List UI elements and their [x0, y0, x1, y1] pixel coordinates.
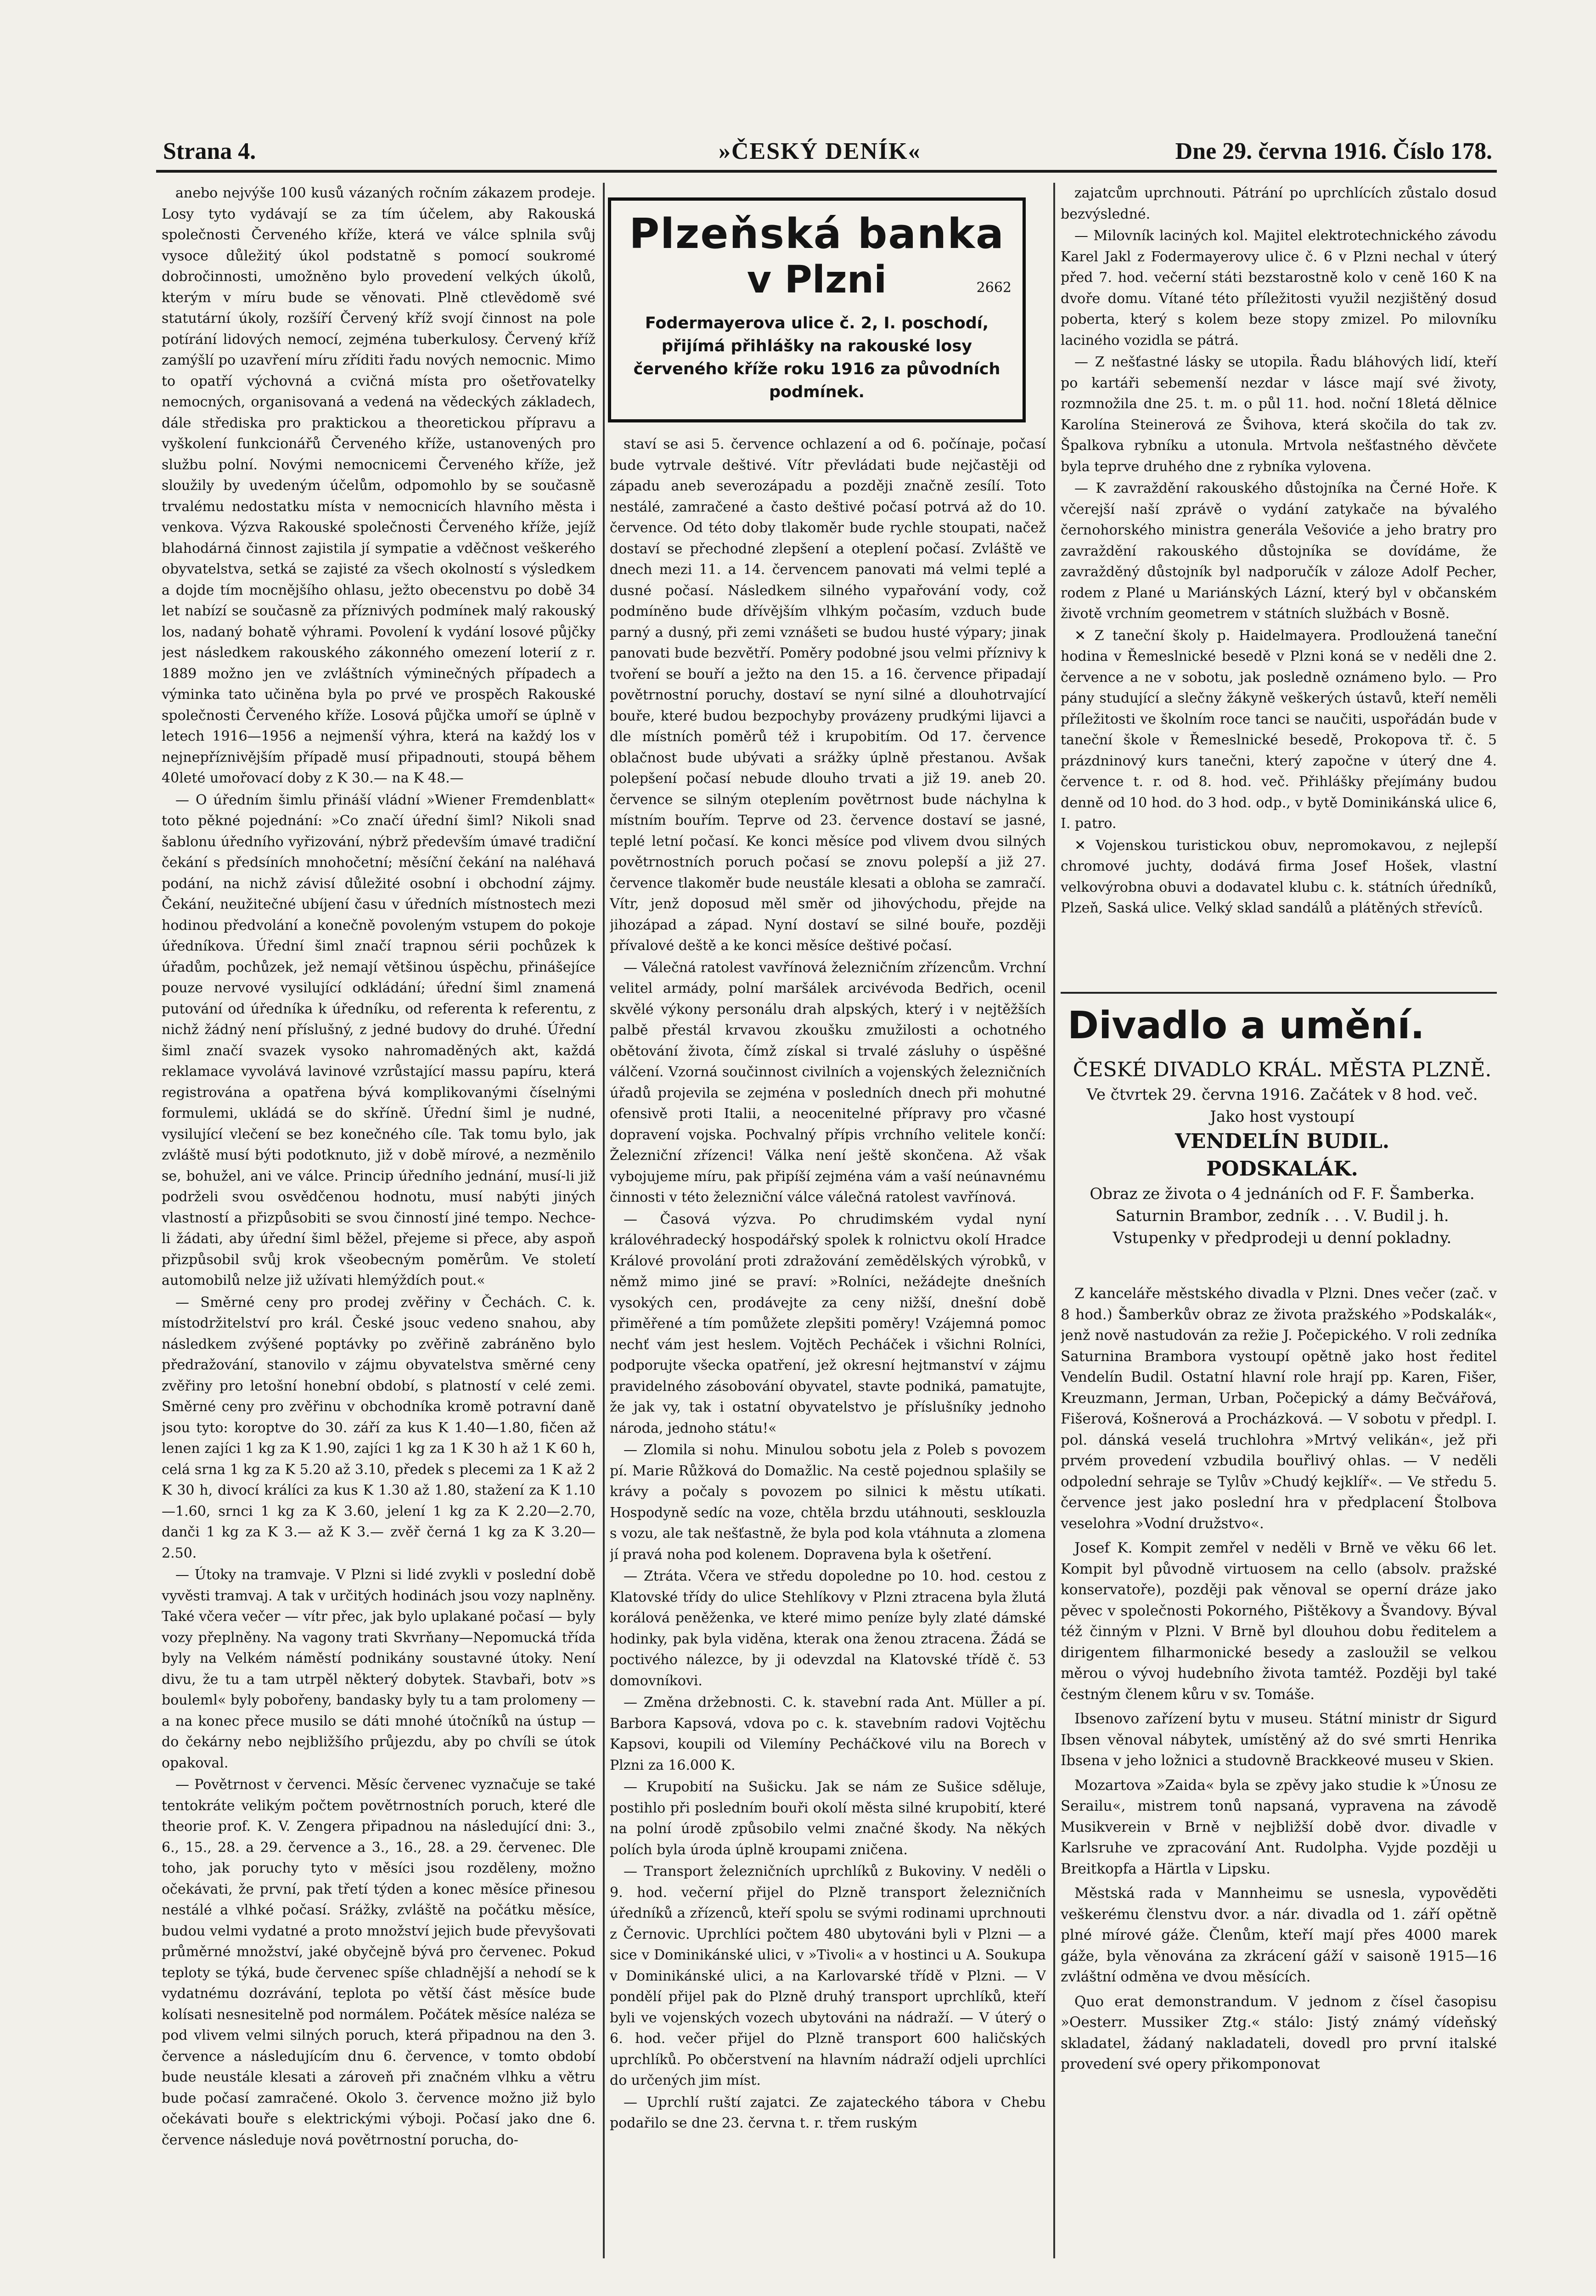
ad-subtitle: v Plzni — [747, 258, 887, 302]
column-2 — [610, 434, 1046, 2264]
article-paragraph: Mozartova »Zaida« byla se zpěvy jako studie k »Únosu ze Serailu«, mistrem tonů napsaná, vypravena na závodě Musikverein v Brně v nejbližší době dvor. divadle v Karlsruhe ve zpracování Ant. Rudolpha. Vyjde později u Breitkopfa a Härtla v Lipsku. — [1061, 1777, 1497, 1877]
guest-name: VENDELÍN BUDIL. — [1175, 1130, 1390, 1153]
cast-line: Saturnin Brambor, zedník . . . V. Budil j. h. — [1115, 1207, 1449, 1225]
article-paragraph: ✕ Z taneční školy p. Haidelmayera. Prodloužená taneční hodina v Řemeslnické besedě v Plzni koná se v neděli dne 2. července a ne v sobotu, jak posledně oznámeno bylo. — Pro pány studující a slečny žákyně veškerých ústavů, kteří neměli příležitosti ve školním roce tanci se naučiti, uspořádán bude v taneční škole v Řemeslnické besedě, Prokopova tř. č. 5 prázdninový kurs tanečni, který započne v úterý dne 4. července t. r. od 8. hod. več. Přihlášky přejímány budou denně od 10 hod. do 3 hod. odp., v bytě Dominikánská ulice 6, I. patro. — [1061, 627, 1497, 832]
article-paragraph: — Milovník laciných kol. Majitel elektrotechnického závodu Karel Jakl z Fodermayerovy ulice č. 6 v Plzni nechal v úterý před 7. hod. večerní státi bezstarostně kolo v ceně 160 K na dvoře domu. Vítané této příležitosti využil nezjištěný dosud poberta, který s kolem beze stopy zmizel. Po milovníku laciného vozidla se pátrá. — [1061, 228, 1497, 349]
page-number: Strana 4. — [163, 138, 256, 164]
bank-advertisement — [608, 197, 1026, 422]
article-paragraph: — Útoky na tramvaje. V Plzni si lidé zvykli v poslední době vyvěsti tramvaj. A tak v určitých hodinách jsou vozy naplněny. Také včera večer — vítr přec, jak bylo uplakané počasí — byly vozy přeplněny. Na vagony trati Skvrňany—Nepomucká třída byly na Velkém náměstí podnikány soustavné útoky. Není divu, že tu a tam utrpěl některý dobytek. Stavbaři, botv »s bouleml« byly pobořeny, bandasky byly tu a tam prolomeny — a na konec přece musilo se dáti mnohé útočníků na ústup — do čekárny nebo nejbližšího průjezdu, aby po chvíli se útok opakoval. — [162, 1567, 596, 1771]
article-paragraph: — O úředním šimlu přináší vládní »Wiener Fremdenblatt« toto pěkné pojednání: »Co značí úřední šiml? Nikoli snad šablonu úředního vyřizování, nýbrž především úmavé tradiční čekání s předsíních mnohočetní; měsíční čekání na naléhavá podání, na nichž závisí důležité osobní i obchodní zájmy. Čekání, neužitečné ubíjení času v úředních místnostech mezi hodinou předvolání a konečně povoleným vstupem do pokoje úředníkova. Úřední šiml značí trapnou sérii pochůzek k úřadům, pochůzek, jež nemají většinou úspěchu, přinášejíce pouze nervové vysilující odkládání; úřední šiml znamená putování od úředníka k úředníku, od referenta k referentu, z nichž žádný není příslušný, z jedné budovy do druhé. Úřední šiml značí svazek vysoko nahromaděných akt, každá reklamace vyvolává lavinové vzrůstající massu papíru, která registrována a opatřena bývá komplikovanými číselnými formulemi, ukládá se do skříně. Úřední šiml je nudné, vysilující vlečení se bez konečného cíle. Tak tomu bylo, jak zvláště musí býti podotknuto, již v době mírové, a nezměnilo se, bohužel, ani ve válce. Princip úředního jednání, musí-li již podrželi svou osvědčenou hodnotu, musí nabýti jiných vlastností a přizpůsobiti se svou činností jiné tempo. Nechce-li žádati, aby úřední šiml běžel, přejeme si přece, aby aspoň přizpůsobil svůj krok všeobecným poměrům. Ve století automobilů nelze již užívati hlemýždích pout.« — [162, 792, 596, 1289]
column-1 — [162, 183, 596, 2263]
theatre-name: ČESKÉ DIVADLO KRÁL. MĚSTA PLZNĚ. — [1073, 1058, 1492, 1081]
article-paragraph: Quo erat demonstrandum. V jednom z čísel časopisu »Oesterr. Mussiker Ztg.« stálo: Jistý známý vídeňský skladatel, žádaný nakladateli, dovedl pro první italské provedení své opery přikomponovat — [1061, 1993, 1497, 2072]
date-and-issue: Dne 29. června 1916. Číslo 178. — [1175, 138, 1492, 164]
article-paragraph: staví se asi 5. července ochlazení a od 6. počínaje, počasí bude vytrvale deštivé. Vítr převládati bude nejčastěji od západu aneb severozápadu a později značně zesílí. Toto nestálé, zamračené a často deštivé počasí potrvá až do 10. července. Od této doby tlakoměr bude rychle stoupati, načež dostaví se přechodné zlepšení a oteplení počasí. Zvláště ve dnech mezi 11. a 14. červencem panovati má velmi teplé a dusné počasí. Následkem silného vypařování vody, což podmíněno bude dřívějším vlhkým počasím, vzduch bude parný a dusný, při zemi vznášeti se budou husté výpary; jinak panovati bude bezvětří. Poměry podobné jsou velmi příznivy k tvoření se bouří a ježto na den 15. a 16. července připadají povětrnostní poruchy, dostaví se nyní silné a dlouhotrvající bouře, které budou bezpochyby provázeny prudkými lijavci a dle místních poměrů též i krupobitím. Od 17. července oblačnost bude ubývati a srážky úplně přestanou. Avšak polepšení počasí nebude dlouho trvati a již 19. aneb 20. července se silným oteplením povětrnost bude náchylna k místním bouřím. Teprve od 23. července dostaví se jasné, teplé letní počasí. Ke konci měsíce pod vlivem dvou silných povětrnostních poruch počasí se znovu polepší a již 27. července tlakoměr bude neustále klesati a obloha se zamračí. Vítr, jenž doposud měl směr od jihovýchodu, přejde na jihozápad a západ. Nyní dostaví se silné bouře, později přívalové deště a ke konci měsíce deštivé počasí. — [610, 436, 1046, 954]
article-paragraph: — Z nešťastné lásky se utopila. Řadu bláhových lidí, kteří po kartáři sebemenší nezdar v lásce mají své životy, rozmnožila dne 25. t. m. o půl 11. hod. noční 18letá dělnice Karolína Steinerová ze Švihova, která skočila do tak zv. Špalkova rybníku a utonula. Mrtvola nešťastného děvčete byla teprve druhého dne z rybníka vylovena. — [1061, 354, 1497, 475]
article-paragraph: — Uprchlí ruští zajatci. Ze zajateckého tábora v Chebu podařilo se dne 23. června t. r. třem ruským — [610, 2094, 1046, 2131]
tickets-line: Vstupenky v předprodeji u denní pokladny. — [1113, 1229, 1452, 1247]
column-divider — [1053, 183, 1055, 2258]
ad-title: Plzeňská banka — [629, 210, 1005, 258]
newspaper-name: »ČESKÝ DENÍK« — [719, 138, 921, 164]
play-description: Obraz ze života o 4 jednáních od F. F. Šamberka. — [1090, 1185, 1475, 1203]
article-paragraph: anebo nejvýše 100 kusů vázaných ročním zákazem prodeje. Losy tyto vydávají se za tím účelem, aby Rakouská společnosti Červeného kříže, která ve válce splnila svůj vysoce důležitý úkol podstatně s pomocí soukromé dobročinnosti, umožněno bylo provedení velkých úkolů, kterým v míru bude se věnovati. Plně ctlevědomě své statutární úkoly, rozšíří Červený kříž svojí činnost na pole potírání lidových nemocí, zejména tuberkulosy. Červený kříž zamýšlí po uzavření míru zříditi řadu nových nemocnic. Mimo to opatří výchovná a cvičná místa pro ošetřovatelky nemocných, organisovaná a vedená na vědeckých základech, dále střediska pro praktickou a theoretickou přípravu a vyškolení funkcionářů Červeného kříže, ustanovených pro službu polní. Novými nemocnicemi Červeného kříže, jež sloužily by uvedeným účelům, odpomohlo by se současně trvalému nedostatku místa v nemocnicích hlavního města i venkova. Výzva Rakouské společnosti Červeného kříže, jejíž blahodárná činnost zajistila jí sympatie a vděčnost veškerého obyvatelstva, setká se zajisté za všech okolností s výsledkem a dojde tím mocnějšího ohlasu, ježto obecenstvu po době 34 let nabízí se současně za příznivých podmínek malý rakouský los, nadaný bohatě výhrami. Povolení k vydání losové půjčky jest následkem rakouského zákonného omezení loterií z r. 1889 možno jen ve zvláštních výminečných případech a výminka tato učiněna byla po prvé ve prospěch Rakouské společnosti Červeného kříže. Losová půjčka umoří se úplně v letech 1916—1956 a nejmenší výhra, která na každý los v nejnepříznivějším případě musí připadnouti, stoupá během 40leté umořovací doby z K 30.— na K 48.— — [162, 185, 596, 786]
column-divider — [603, 183, 605, 2258]
article-paragraph: Josef K. Kompit zemřel v neděli v Brně ve věku 66 let. Kompit byl původně virtuosem na cello (absolv. pražské konservatoře), později pak věnoval se operní dráze jako pěvec v společnosti Pokorného, Pištěkovy a Švandovy. Býval též činným v Plzni. V Brně byl dlouhou dobu ředitelem a dirigentem filharmonické besedy a zasloužil se velkou měrou o vývoj hudebního života tamtéž. Později byl také čestným členem kůru v sv. Tomáše. — [1061, 1540, 1497, 1703]
article-paragraph: Z kanceláře městského divadla v Plzni. Dnes večer (zač. v 8 hod.) Šamberkův obraz ze života pražského »Podskalák«, jenž nově nastudován za režie J. Počepického. V roli zedníka Saturnina Brambora vystoupí opětně jako host ředitel Vendelín Budil. Ostatní hlavní role hrají pp. Karen, Fišer, Kreuzmann, Jerman, Urban, Počepický a dámy Bečvářová, Fišerová, Košnerová a Procházková. — V sobotu v předpl. I. pol. dánská veselá truchlohra »Mrtvý velikán«, jež při prvém provedení vzbudila bouřlivý ohlas. — V neděli odpolední sehraje se Tylův »Chudý kejklíř«. — Ve středu 5. července jest jako poslední hra v předplacení Štolbova veselohra »Vodní družstvo«. — [1061, 1285, 1497, 1532]
article-paragraph: — Ztráta. Včera ve středu dopoledne po 10. hod. cestou z Klatovské třídy do ulice Stehlíkovy v Plzni ztracena byla žlutá korálová peněženka, ve které mimo peníze byly zlaté dámské hodinky, pak byla viděna, kterak ona ženou ztracena. Žádá se poctivého nálezce, by ji odevzdal na Klatovské třídě č. 53 domovníkovi. — [610, 1568, 1046, 1689]
article-paragraph: — Krupobití na Sušicku. Jak se nám ze Sušice sděluje, postihlo při posledním bouři okolí města silné krupobití, které na polní úrodě způsobilo velmi značné škody. Na někých polích byla úroda úplně kroupami zničena. — [610, 1779, 1046, 1858]
theatre-program — [1065, 1056, 1499, 1249]
article-paragraph: ✕ Vojenskou turistickou obuv, nepromokavou, z nejlepší chromové juchty, dodává firma Josef Hošek, vlastní velkovýrobna obuvi a dodavatel klubu c. k. státních úředníků, Plzeň, Saská ulice. Velký sklad sandálů a plátěných střevíců. — [1061, 837, 1497, 916]
article-paragraph: Městská rada v Mannheimu se usnesla, vypověděti veškerému členstvu dvor. a nár. divadla od 1. září opětně plné mírové gáže. Členům, kteří mají přes 4000 marek gáže, byla věnována za zkrácení gáží v saisoně 1915—16 zvláštní odměna ve dvou měsících. — [1061, 1885, 1497, 1985]
page-header — [156, 138, 1497, 173]
article-paragraph: — Zlomila si nohu. Minulou sobotu jela z Poleb s povozem pí. Marie Růžková do Domažlic. Na cestě pojednou splašily se krávy a počaly s povozem po silnici k městu utíkati. Hospodyně sedíc na voze, chtěla brzdu utáhnouti, sesklouzla s vozu, ale tak nešťastně, že byla pod kola vtáhnuta a zlomena jí pravá noha pod kolenem. Dopravena byla k ošetření. — [610, 1442, 1046, 1563]
article-paragraph: — K zavraždění rakouského důstojníka na Černé Hoře. K včerejší naší zprávě o vydání zatykače na bývalého černohorského ministra generála Vešoviće a jeho bratry pro zavraždění rakouského důstojníka se dovídáme, že zavražděný důstojník byl nadporučík v záloze Adolf Pecher, rodem z Plané u Mariánských Lázní, který byl v občanském životě vrchním geometrem v státních službách v Bosně. — [1061, 480, 1497, 622]
article-paragraph: — Časová výzva. Po chrudimském vydal nyní královéhradecký hospodářský spolek k rolnictvu okolí Hradce Králové provolání proti zdražování zemědělských výrobků, v němž mimo jiné se praví: »Rolníci, nežádejte dnešních vysokých cen, prodávejte za ceny nižší, dnešní době přiměřené a tím pomůžete zlepšiti poměry! Vzájemná pomoc nechť vám jest heslem. Vojtěch Pecháček i všichni Rolníci, podporujte všecka opatření, jež okresní hejtmanství v zájmu pravidelného zásobování obyvatel, stavte podniká, pamatujte, že jak vy, tak i ostatní obyvatelstvo je příslušníky jednoho národa, jednoho státu!« — [610, 1211, 1046, 1436]
performance-date: Ve čtvrtek 29. června 1916. Začátek v 8 hod. več. — [1086, 1086, 1478, 1104]
section-heading: Divadlo a umění. — [1068, 1004, 1425, 1047]
ad-number: 2662 — [976, 280, 1012, 296]
article-paragraph: — Povětrnost v červenci. Měsíc červenec vyznačuje se také tentokráte velikým počtem povětrnostních poruch, které dle theorie prof. K. V. Zengera připadnou na následující dni: 3., 6., 15., 28. a 29. července a 3., 16., 28. a 29. červenec. Dle toho, jak poruchy tyto v měsíci jsou rozděleny, možno očekávati, že první, pak třetí týden a konec měsíce přinesou nestálé a vlhké počasí. Srážky, zvláště na počátku měsíce, budou velmi vydatné a proto množství jejich bude převyšovati průměrné množství, jaké obyčejně bývá pro červenec. Pokud teploty se týká, bude červenec spíše chladnější a nehodí se k vydatnému dozrávání, teplota po větší část měsíce bude kolísati nesnesitelně pod normálem. Počátek měsíce naléza se pod vlivem velmi silných poruch, která připadnou na den 3. července a následujícím dnu 6. července, v tomto období bude neustále klesati a zároveň při značném vlhku a větru bude počasí zamračené. Okolo 3. července možno již bylo očekávati bouře s elektrickými výboji. Počasí jako dne 6. července následuje nová povětrnostní porucha, do- — [162, 1777, 596, 2148]
article-paragraph: Ibsenovo zařízení bytu v museu. Státní ministr dr Sigurd Ibsen věnoval nábytek, umístěný až do své smrti Henrika Ibsena v jeho ložnici a studovně Brackkeové museu v Skien. — [1061, 1711, 1497, 1769]
theatre-news — [1061, 1283, 1497, 2266]
article-paragraph: — Směrné ceny pro prodej zvěřiny v Čechách. C. k. místodržitelství pro král. České jsouc vedeno snahou, aby následkem zvýšené poptávky po zvěřině zabráněno bylo předražování, stanovilo v zájmu obyvatelstva směrné ceny zvěřiny pro letošní honební období, s platností v celé zemi. Směrné ceny pro zvěřinu v obchodníka kromě potravní daně jsou tyto: koroptve do 30. září za kus K 1.40—1.80, fičen až lenen zajíci 1 kg za K 1.90, zajíci 1 kg za 1 K 30 h až 1 K 60 h, celá srna 1 kg za K 5.20 až 3.10, předek s plecemi za 1 K až 2 K 30 h, divocí králíci za kus K 1.30 až 1.80, stažení za K 1.10—1.60, srnci 1 kg za K 3.60, jelení 1 kg za K 2.20—2.70, danči 1 kg za K 3.— až K 3.— zvěř černá 1 kg za K 3.20—2.50. — [162, 1294, 596, 1561]
column-3 — [1061, 183, 1497, 982]
article-paragraph: — Válečná ratolest vavřínová železničním zřízencům. Vrchní velitel armády, polní maršálek arcivévoda Bedřich, ocenil skvělé výkony personálu drah alpských, který i v nejtěžších palbě přestál krvavou zkoušku zmužilosti a ochotného obětování života, čímž získal si trvalé zásluhy o úspěšné válčení. Vzorná součinnost civilních a vojenských železničních úřadů projevila se zejména v posledních dnech při mohutné ofensivě proti Italii, a neocenitelné přípravy pro včasné dopravení vojska. Pochvalný přípis vrchního velitele končí: Železniční zřízenci! Válka není ještě skončena. Až však vybojujeme míru, pak připíší zejména vám a vaší neúnavnému činnosti v této železniční válce válečná ratolest vavřínová. — [610, 959, 1046, 1205]
play-title: PODSKALÁK. — [1206, 1157, 1358, 1181]
article-paragraph: zajatcům uprchnouti. Pátrání po uprchlících zůstalo dosud bezvýsledné. — [1061, 185, 1497, 222]
article-paragraph: — Změna držebnosti. C. k. stavební rada Ant. Müller a pí. Barbora Kapsová, vdova po c. k. stavebním radovi Vojtěchu Kapsovi, koupili od Vilemíny Pecháčkové vilu na Borech v Plzni za 16.000 K. — [610, 1694, 1046, 1773]
article-paragraph: — Transport železničních uprchlíků z Bukoviny. V neděli o 9. hod. večerní přijel do Plzně transport železničních úředníků a zřízenců, kteří spolu se svými rodinami uprchnouti z Černovic. Uprchlíci počtem 480 ubytováni byli v Plzni — a sice v Dominikánské ulici, v »Tivoli« a v hostinci u A. Soukupa v Dominikánské ulici, a na Karlovarské třídě v Plzni. — V pondělí přijel pak do Plzně druhý transport uprchlíků, kteří byli ve vojenských vozech ubytováni na nádraží. — V úterý o 6. hod. večer přijel do Plzně transport 600 haličských uprchlíků. Po občerstvení na hlavním nádraží odjeli uprchlíci do určených jim míst. — [610, 1863, 1046, 2088]
ad-body: Fodermayerova ulice č. 2, I. poschodí, přijímá přihlášky na rakouské losy červeného kříže roku 1916 za původních podmínek. — [633, 314, 1000, 401]
section-divider — [1061, 992, 1497, 994]
guest-line: Jako host vystoupí — [1210, 1108, 1354, 1126]
